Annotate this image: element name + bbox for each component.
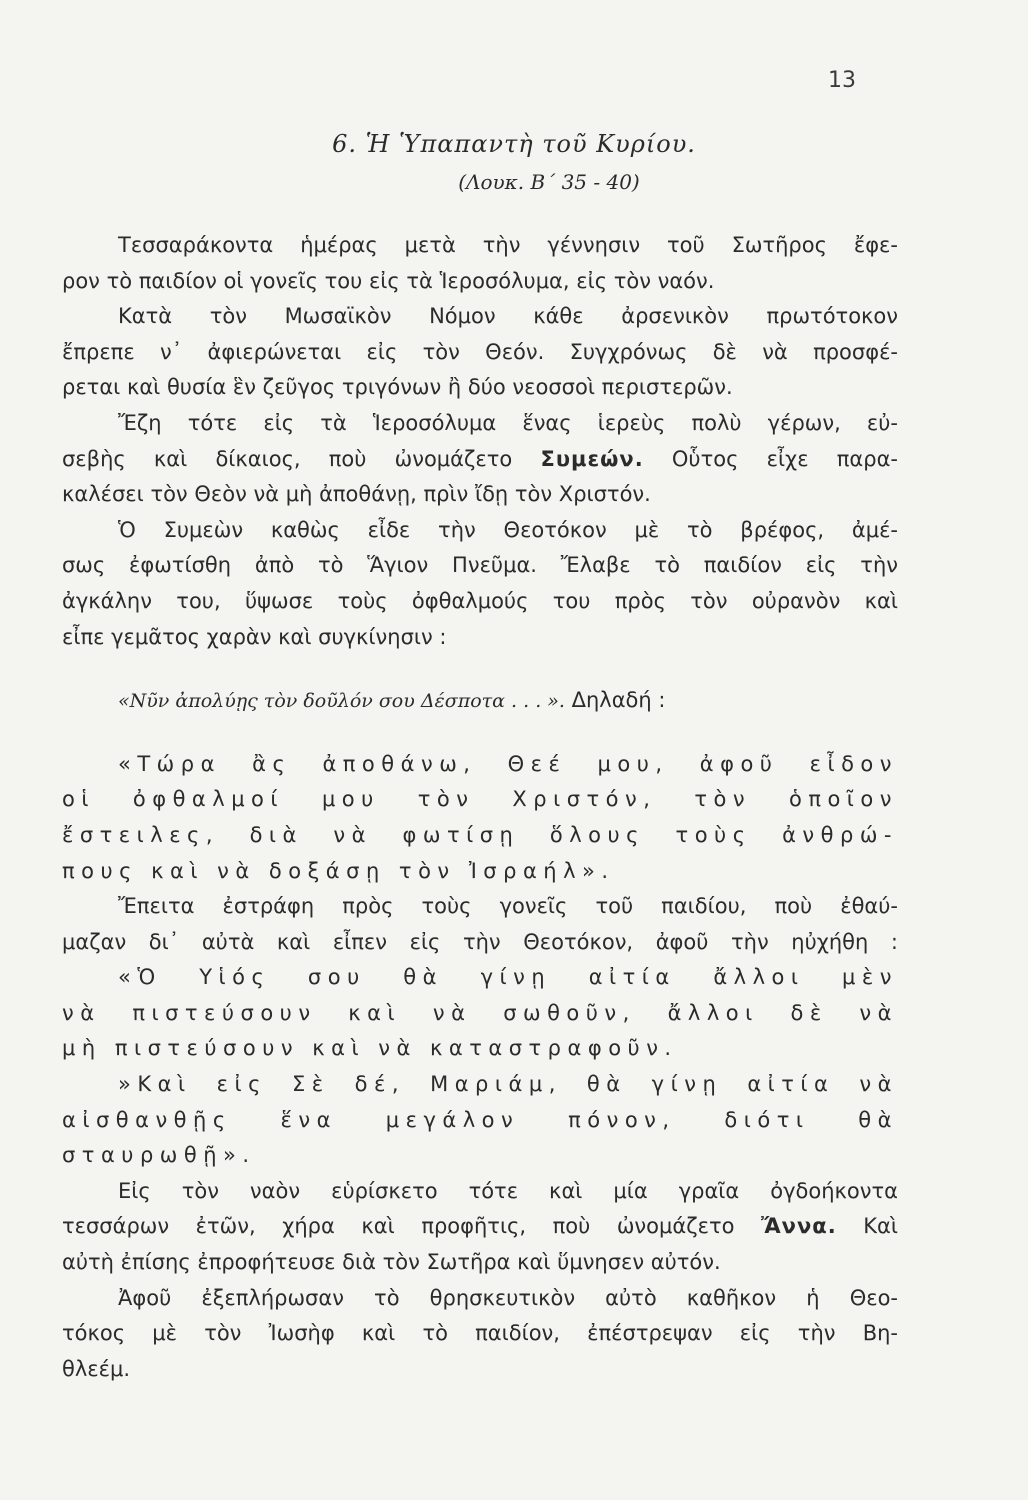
text-line: αἰσθανθῇς ἕνα μεγάλον πόνον, διότι θὰ (62, 1107, 898, 1132)
text-line: Κατὰ τὸν Μωσαϊκὸν Νόμον κάθε ἀρσενικὸν πρωτότοκον (118, 304, 898, 329)
text-line: μὴ πιστεύσουν καὶ νὰ καταστραφοῦν. (62, 1036, 678, 1061)
body-text (62, 228, 898, 1387)
text-line: ἀγκάλην του, ὕψωσε τοὺς ὀφθαλμούς του πρὸς τὸν οὐρανὸν καὶ (62, 588, 898, 613)
text-segment: Καὶ (836, 1214, 898, 1239)
text-segment: σεβὴς καὶ δίκαιος, ποὺ ὠνομάζετο (62, 446, 541, 471)
paragraph-gap (62, 655, 898, 683)
text-line: Εἰς τὸν ναὸν εὑρίσκετο τότε καὶ μία γραῖα ὀγδοήκοντα (118, 1178, 898, 1203)
text-line: οἱ ὀφθαλμοί μου τὸν Χριστόν, τὸν ὁποῖον (62, 787, 898, 812)
text-line: Τεσσαράκοντα ἡμέρας μετὰ τὴν γέννησιν τοῦ Σωτῆρος ἔφε- (118, 233, 898, 257)
paragraph-gap (62, 719, 898, 747)
text-line: καλέσει τὸν Θεὸν νὰ μὴ ἀποθάνῃ, πρὶν ἴδῃ τὸν Χριστόν. (62, 482, 651, 507)
text-line: ρεται καὶ θυσία ἓν ζεῦγος τριγόνων ἢ δύο νεοσσοὶ περιστερῶν. (62, 375, 733, 400)
text-line: μαζαν δι᾽ αὐτὰ καὶ εἶπεν εἰς τὴν Θεοτόκον, ἀφοῦ τὴν ηὐχήθη : (62, 929, 898, 954)
section-title: 6. Ἡ Ὑπαπαντὴ τοῦ Κυρίου. (332, 130, 696, 158)
page-number: 13 (828, 68, 856, 93)
text-line: νὰ πιστεύσουν καὶ νὰ σωθοῦν, ἄλλοι δὲ νὰ (62, 1000, 898, 1025)
emphasized-name: Ἄννα. (761, 1214, 837, 1239)
quote-text: «Νῦν ἀπολύῃς τὸν δοῦλόν σου Δέσποτα . . . ». (118, 690, 565, 713)
text-line: ἔστειλες, διὰ νὰ φωτίσῃ ὅλους τοὺς ἀνθρώ- (62, 822, 898, 847)
text-line: σταυρωθῇ». (62, 1143, 256, 1168)
text-line: πους καὶ νὰ δοξάσῃ τὸν Ἰσραήλ». (62, 858, 615, 883)
text-line: ρον τὸ παιδίον οἱ γονεῖς του εἰς τὰ Ἱεροσόλυμα, εἰς τὸν ναόν. (62, 268, 715, 293)
quote-gloss: Δηλαδή : (564, 688, 666, 713)
text-line: »Καὶ εἰς Σὲ δέ, Μαριάμ, θὰ γίνῃ αἰτία νὰ (118, 1072, 898, 1097)
text-line: Ἔζη τότε εἰς τὰ Ἱεροσόλυμα ἕνας ἱερεὺς πολὺ γέρων, εὐ- (118, 410, 898, 435)
text-line (62, 442, 898, 478)
text-line: τόκος μὲ τὸν Ἰωσὴφ καὶ τὸ παιδίον, ἐπέστρεψαν εἰς τὴν Βη- (62, 1321, 898, 1346)
text-segment: Οὗτος εἶχε παρα- (643, 446, 898, 471)
text-line (62, 683, 898, 719)
text-line: Ἔπειτα ἐστράφη πρὸς τοὺς γονεῖς τοῦ παιδίου, ποὺ ἐθαύ- (118, 894, 898, 919)
text-segment: τεσσάρων ἐτῶν, χήρα καὶ προφῆτις, ποὺ ὠνομάζετο (62, 1214, 762, 1239)
text-line: Ὁ Συμεὼν καθὼς εἶδε τὴν Θεοτόκον μὲ τὸ βρέφος, ἀμέ- (118, 517, 898, 542)
text-line (62, 1209, 898, 1245)
text-line: «Ὁ Υἱός σου θὰ γίνῃ αἰτία ἄλλοι μὲν (118, 965, 898, 990)
text-line: αὐτὴ ἐπίσης ἐπροφήτευσε διὰ τὸν Σωτῆρα καὶ ὕμνησεν αὐτόν. (62, 1250, 721, 1275)
text-line: ἔπρεπε ν᾽ ἀφιερώνεται εἰς τὸν Θεόν. Συγχρόνως δὲ νὰ προσφέ- (62, 339, 898, 364)
text-line: «Τώρα ἂς ἀποθάνω, Θεέ μου, ἀφοῦ εἶδον (118, 751, 898, 776)
text-line: Ἀφοῦ ἐξεπλήρωσαν τὸ θρησκευτικὸν αὐτὸ καθῆκον ἡ Θεο- (118, 1285, 898, 1310)
emphasized-name: Συμεών. (540, 446, 644, 471)
text-line: σως ἐφωτίσθη ἀπὸ τὸ Ἅγιον Πνεῦμα. Ἔλαβε τὸ παιδίον εἰς τὴν (62, 553, 898, 578)
text-line: εἶπε γεμᾶτος χαρὰν καὶ συγκίνησιν : (62, 624, 447, 649)
scripture-reference: (Λουκ. Β΄ 35 - 40) (458, 170, 640, 194)
text-line: θλεέμ. (62, 1356, 131, 1381)
